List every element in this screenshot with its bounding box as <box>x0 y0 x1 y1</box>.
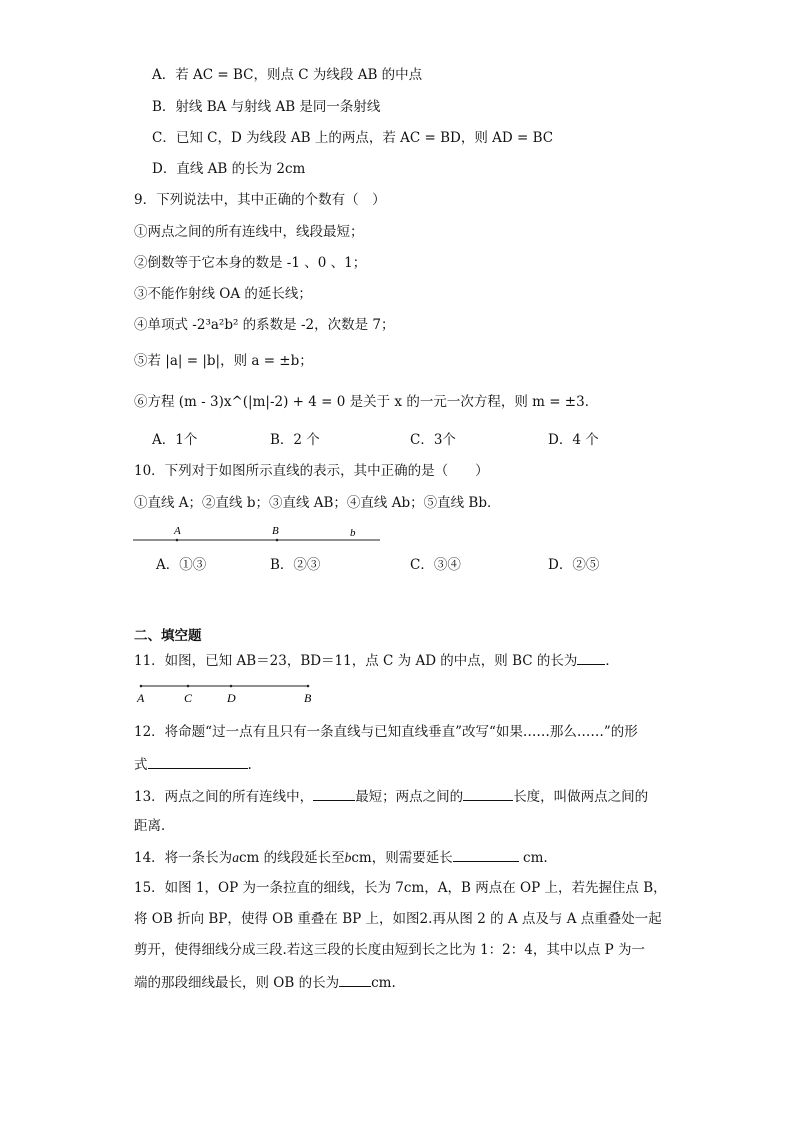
q9-option-d: D．4 个 <box>548 432 599 448</box>
q14-var-a: a <box>232 850 239 865</box>
q15-line-2: 将 OB 折向 BP，使得 OB 重叠在 BP 上，如图2.再从图 2 的 A 点及与 A 点重叠处一起 <box>134 911 662 927</box>
q11-segment-figure <box>132 679 332 707</box>
q11-text: 11．如图，已知 AB＝23，BD＝11，点 C 为 AD 的中点，则 BC 的长为 <box>134 653 578 669</box>
q10-option-a: A．①③ <box>156 557 207 573</box>
q13-blank-1[interactable] <box>313 786 355 801</box>
section-title: 二、填空题 <box>134 628 202 644</box>
q15-answer-blank[interactable] <box>339 972 371 987</box>
q14-part-1: 14．将一条长为 <box>134 850 233 866</box>
q12-text: 式 <box>134 757 148 773</box>
q10-option-c: C．③④ <box>410 557 461 573</box>
q15-line-1: 15．如图 1，OP 为一条拉直的细线，长为 7cm，A，B 两点在 OP 上，若先握住点 B， <box>134 880 667 896</box>
q8-option-d: D．直线 AB 的长为 2cm <box>152 161 306 177</box>
q10-point-a <box>176 539 179 542</box>
q15-part-1: 端的那段细线最长，则 OB 的长为 <box>134 975 340 991</box>
q9-stem: 9．下列说法中，其中正确的个数有（ ） <box>134 192 386 208</box>
q8-option-c: C．已知 C，D 为线段 AB 上的两点，若 AC = BD，则 AD = BC <box>152 130 554 146</box>
q10-line-figure <box>130 520 390 548</box>
q13-part-1: 13．两点之间的所有连线中， <box>134 789 314 805</box>
q15-line-3: 剪开，使得细线分成三段.若这三段的长度由短到长之比为 1：2：4，其中以点 P 为一 <box>134 942 646 958</box>
q9-statement-4: ④单项式 -2³a²b² 的系数是 -2，次数是 7； <box>134 317 395 333</box>
q8-option-a: A．若 AC = BC，则点 C 为线段 AB 的中点 <box>152 67 423 83</box>
q11-point-d <box>230 685 233 688</box>
q12-line-2 <box>134 754 252 774</box>
q9-option-a: A．1个 <box>152 432 198 448</box>
q13-part-2: 最短；两点之间的 <box>355 789 464 805</box>
q13-line-1 <box>134 786 648 806</box>
q11-point-a <box>140 685 143 688</box>
q10-statement: ①直线 A；②直线 b；③直线 AB；④直线 Ab；⑤直线 Bb． <box>134 495 501 511</box>
q10-label-b: B <box>272 525 279 537</box>
q9-statement-3: ③不能作射线 OA 的延长线； <box>134 286 312 302</box>
q13-line-2: 距离． <box>134 818 175 834</box>
q9-option-b: B．2 个 <box>270 432 320 448</box>
q10-label-lower-b: b <box>350 527 356 539</box>
q9-statement-5: ⑤若 |a| = |b|，则 a = ±b； <box>134 353 313 369</box>
q8-option-b: B．射线 BA 与射线 AB 是同一条射线 <box>152 99 381 115</box>
q14-line <box>134 847 548 867</box>
q9-option-c: C．3个 <box>410 432 456 448</box>
q15-part-2: cm. <box>371 975 396 991</box>
q10-label-a: A <box>174 525 181 537</box>
q11-answer-blank[interactable] <box>577 650 605 665</box>
q9-statement-6: ⑥方程 (m - 3)x^(|m|-2) + 4 = 0 是关于 x 的一元一次方程，则 m = ±3． <box>134 394 599 410</box>
q10-point-b <box>276 539 279 542</box>
q10-option-b: B．②③ <box>270 557 321 573</box>
q11-label-b: B <box>304 691 312 705</box>
q12-answer-blank[interactable] <box>148 754 248 769</box>
q14-part-3: cm，则需要延长 <box>351 850 453 866</box>
q14-var-b: b <box>344 850 352 865</box>
q12-end: . <box>247 757 252 773</box>
q13-part-3: 长度，叫做两点之间的 <box>513 789 649 805</box>
q11-label-c: C <box>184 691 193 705</box>
q9-statement-2: ②倒数等于它本身的数是 -1 、0 、1； <box>134 255 367 271</box>
q11-point-c <box>187 685 190 688</box>
q11-end: ． <box>605 653 619 669</box>
q11-label-d: D <box>227 691 236 705</box>
q10-stem: 10．下列对于如图所示直线的表示，其中正确的是（ ） <box>134 463 489 479</box>
q13-blank-2[interactable] <box>463 786 513 801</box>
q12-line-1: 12．将命题“过一点有且只有一条直线与已知直线垂直”改写“如果……那么……”的形 <box>134 724 638 740</box>
q11-stem <box>134 650 619 670</box>
q14-answer-blank[interactable] <box>453 847 519 862</box>
q14-part-4: cm. <box>518 850 548 866</box>
q15-line-4 <box>134 972 396 992</box>
q11-label-a: A <box>137 691 145 705</box>
q11-point-b <box>307 685 310 688</box>
q10-option-d: D．②⑤ <box>548 557 600 573</box>
q14-part-2: cm 的线段延长至 <box>238 850 345 866</box>
q9-statement-1: ①两点之间的所有连线中，线段最短； <box>134 224 364 240</box>
